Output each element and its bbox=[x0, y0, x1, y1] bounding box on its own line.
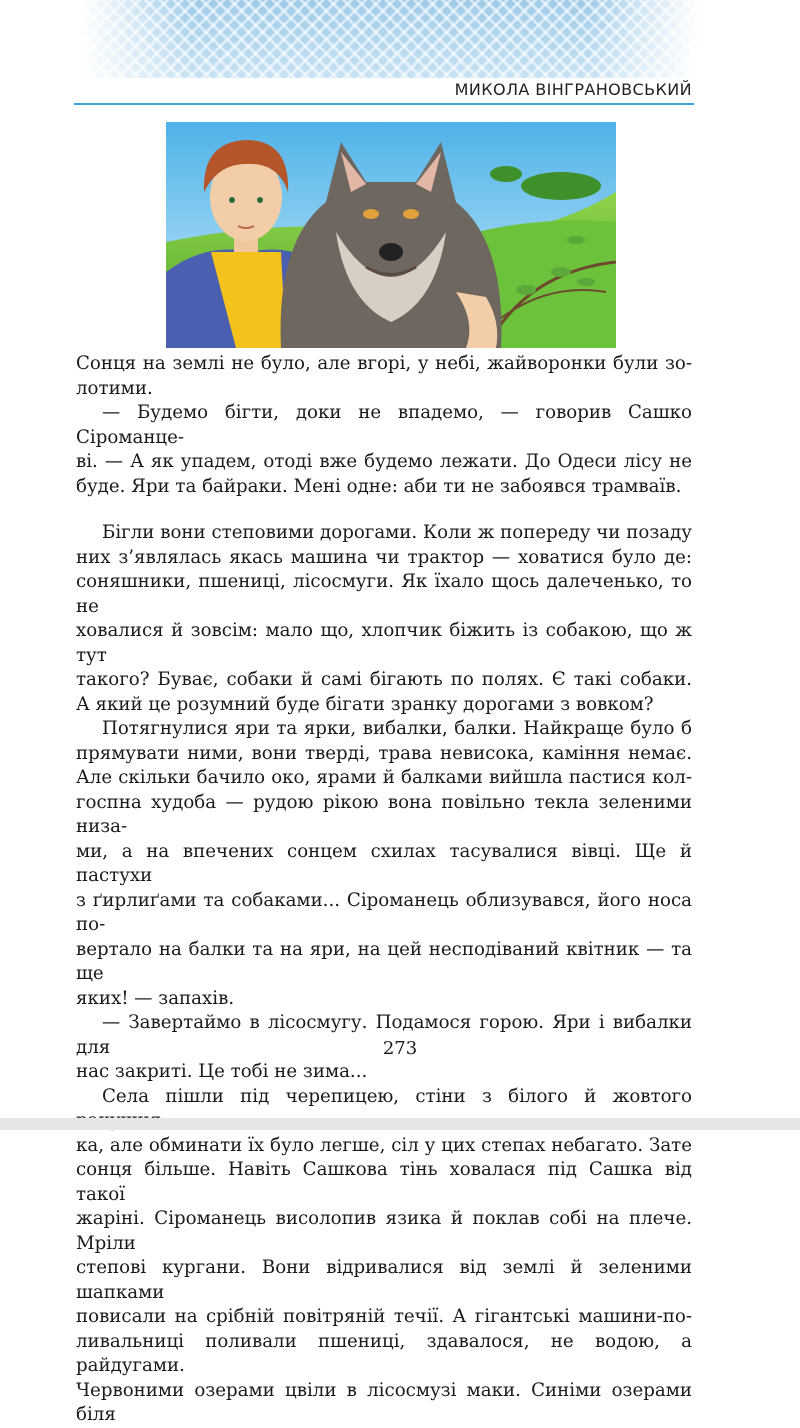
text-line: ми, а на впечених сонцем схилах тасувалися вівці. Ще й пастухи bbox=[76, 840, 692, 886]
text-line: госпна худоба — рудою рікою вона повільно текла зеленими низа- bbox=[76, 791, 692, 837]
text-line: них з’являлась якась машина чи трактор — ховатися було де: bbox=[76, 546, 692, 568]
text-line: ка, але обминати їх було легше, сіл у цих степах небагато. Зате bbox=[76, 1134, 692, 1156]
text-line: ховалися й зовсім: мало що, хлопчик біжить із собакою, що ж тут bbox=[76, 620, 692, 666]
text-line: — Завертаймо в лісосмугу. Подамося горою. Яри і вибалки для bbox=[76, 1012, 692, 1058]
text-line: сонця більше. Навіть Сашкова тінь ховалася під Сашка від такої bbox=[76, 1159, 692, 1205]
running-header-author: МИКОЛА ВІНГРАНОВСЬКИЙ bbox=[454, 80, 692, 99]
text-line: Бігли вони степовими дорогами. Коли ж попереду чи позаду bbox=[102, 522, 692, 543]
text-line: ві. — А як упадем, отоді вже будемо лежати. До Одеси лісу не bbox=[76, 451, 692, 472]
text-line: Але скільки бачило око, ярами й балками вийшла пастися кол- bbox=[76, 767, 692, 788]
page-number: 273 bbox=[382, 1038, 418, 1059]
text-line: лотими. bbox=[76, 377, 153, 399]
header-rule bbox=[74, 103, 694, 105]
text-line: нас закриті. Це тобі не зима... bbox=[76, 1061, 368, 1082]
text-line: жаріні. Сіроманець висолопив язика й поклав собі на плече. Мріли bbox=[76, 1208, 692, 1254]
text-line: такого? Буває, собаки й самі бігають по полях. Є такі собаки. bbox=[76, 669, 692, 690]
text-line: степові кургани. Вони відривалися від землі й зеленими шапками bbox=[76, 1257, 692, 1303]
text-line: вертало на балки та на яри, на цей несподіваний квітник — та ще bbox=[76, 938, 692, 984]
text-line: ливальниці поливали пшениці, здавалося, не водою, а райдугами. bbox=[76, 1330, 692, 1376]
footer-bar bbox=[0, 1118, 800, 1130]
text-line: Потягнулися яри та ярки, вибалки, балки. Найкраще було б bbox=[102, 718, 692, 739]
text-line: яких! — запахів. bbox=[76, 987, 235, 1009]
text-line: повисали на срібній повітряній течії. А гігантські машини-по- bbox=[76, 1306, 692, 1327]
text-line: соняшники, пшениці, лісосмуги. Як їхало щось далеченько, то не bbox=[76, 571, 692, 617]
header-ornament bbox=[80, 0, 700, 78]
text-line: А який це розумний буде бігати зранку дорогами з вовком? bbox=[76, 693, 654, 715]
text-line: Сонця на землі не було, але вгорі, у небі, жайворонки були зо- bbox=[76, 353, 692, 374]
text-line: — Будемо бігти, доки не впадемо, — говорив Сашко Сіроманце- bbox=[76, 402, 692, 448]
text-line: буде. Яри та байраки. Мені одне: аби ти не забоявся трамваїв. bbox=[76, 475, 682, 497]
text-line: прямувати ними, вони тверді, трава невисока, каміння немає. bbox=[76, 742, 692, 764]
text-line: з ґирлиґами та собаками... Сіроманець облизувався, його носа по- bbox=[76, 889, 692, 935]
story-text bbox=[76, 352, 692, 1428]
boy-and-wolf-illustration bbox=[166, 122, 616, 348]
text-line: Села пішли під черепицею, стіни з білого й жовтого bbox=[102, 1085, 692, 1107]
text-line: Червоними озерами цвіли в лісосмузі маки. Синіми озерами біля bbox=[76, 1379, 692, 1425]
